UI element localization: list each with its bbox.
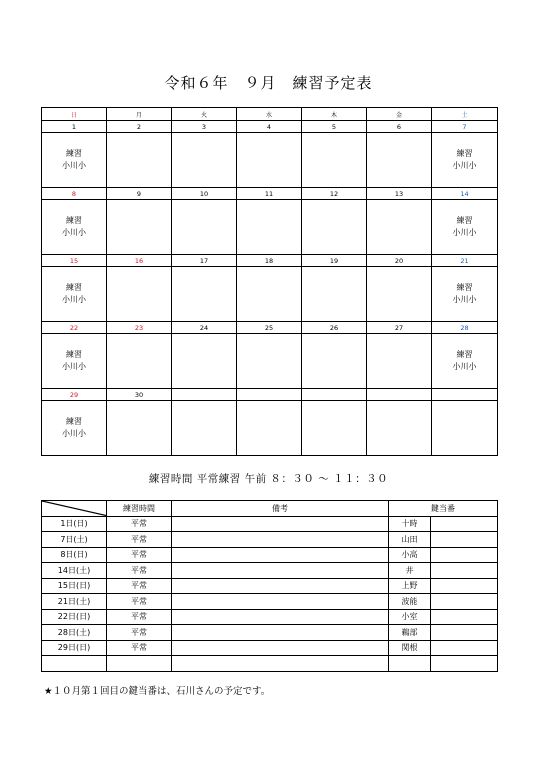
practice-label: 練習 [66, 417, 82, 426]
day-cell [107, 334, 172, 389]
day-number [302, 389, 367, 401]
table-row [42, 594, 498, 610]
weekday-wed: 水 [237, 108, 302, 121]
row-practice-time [107, 656, 172, 672]
day-cell [172, 401, 237, 456]
weekday-sun: 日 [42, 108, 107, 121]
row-extra [431, 594, 498, 610]
row-key-duty: 山田 [389, 532, 431, 548]
day-number: 8 [42, 188, 107, 200]
row-date: 14日(土) [42, 563, 107, 579]
day-number: 16 [107, 255, 172, 267]
day-number: 5 [302, 121, 367, 133]
day-cell [367, 401, 432, 456]
row-date [42, 656, 107, 672]
practice-hours-line: 練習時間 平常練習 午前 ８：３０ 〜 １１：３０ [148, 473, 389, 485]
day-cell [302, 133, 367, 188]
day-cell [302, 200, 367, 255]
day-number: 24 [172, 322, 237, 334]
row-practice-time: 平常 [107, 594, 172, 610]
practice-location: 小川小 [452, 228, 477, 237]
row-practice-time: 平常 [107, 640, 172, 656]
practice-location: 小川小 [452, 161, 477, 170]
day-cell [237, 334, 302, 389]
row-extra [431, 563, 498, 579]
day-cell [172, 200, 237, 255]
day-number: 9 [107, 188, 172, 200]
row-practice-time: 平常 [107, 609, 172, 625]
row-practice-time: 平常 [107, 516, 172, 532]
day-cell [302, 334, 367, 389]
row-key-duty: 上野 [389, 578, 431, 594]
row-extra [431, 578, 498, 594]
row-practice-time: 平常 [107, 532, 172, 548]
row-practice-time: 平常 [107, 547, 172, 563]
row-extra [431, 532, 498, 548]
calendar-date-row [42, 389, 498, 401]
calendar-body-row [42, 267, 498, 322]
row-date: 22日(日) [42, 609, 107, 625]
schedule-header-row [42, 501, 498, 517]
row-key-duty: 小高 [389, 547, 431, 563]
day-cell [432, 133, 498, 188]
row-date: 7日(土) [42, 532, 107, 548]
calendar-body-row [42, 200, 498, 255]
row-key-duty: 十時 [389, 516, 431, 532]
day-cell [172, 334, 237, 389]
practice-location: 小川小 [452, 362, 477, 371]
row-note [172, 625, 389, 641]
day-cell [367, 133, 432, 188]
day-number: 13 [367, 188, 432, 200]
day-number [432, 389, 498, 401]
day-number: 21 [432, 255, 498, 267]
day-cell [237, 200, 302, 255]
day-number: 10 [172, 188, 237, 200]
day-number: 26 [302, 322, 367, 334]
row-date: 8日(日) [42, 547, 107, 563]
weekday-sat: 土 [432, 108, 498, 121]
practice-label: 練習 [66, 350, 82, 359]
calendar-date-row [42, 121, 498, 133]
row-extra [431, 547, 498, 563]
day-cell [302, 267, 367, 322]
day-cell [107, 200, 172, 255]
day-cell [432, 200, 498, 255]
row-extra [431, 609, 498, 625]
day-number [367, 389, 432, 401]
diagonal-line [42, 501, 106, 516]
calendar-table [41, 107, 498, 456]
row-note [172, 594, 389, 610]
row-key-duty: 井 [389, 563, 431, 579]
day-number: 20 [367, 255, 432, 267]
day-number [172, 389, 237, 401]
day-cell [107, 267, 172, 322]
practice-location: 小川小 [62, 228, 86, 237]
schedule-table [41, 500, 498, 672]
row-note [172, 656, 389, 672]
day-number: 22 [42, 322, 107, 334]
row-key-duty: 波能 [389, 594, 431, 610]
day-cell [237, 401, 302, 456]
day-cell [237, 133, 302, 188]
calendar-body-row [42, 334, 498, 389]
row-extra [431, 656, 498, 672]
table-row [42, 563, 498, 579]
practice-label: 練習 [456, 216, 473, 225]
row-note [172, 578, 389, 594]
row-extra [431, 640, 498, 656]
practice-location: 小川小 [452, 295, 477, 304]
day-number: 15 [42, 255, 107, 267]
day-number: 25 [237, 322, 302, 334]
day-number: 6 [367, 121, 432, 133]
weekday-mon: 月 [107, 108, 172, 121]
practice-label: 練習 [456, 350, 473, 359]
day-number [237, 389, 302, 401]
table-row [42, 656, 498, 672]
row-key-duty: 小室 [389, 609, 431, 625]
day-number: 14 [432, 188, 498, 200]
diagonal-corner-cell [42, 501, 107, 517]
table-row [42, 625, 498, 641]
row-note [172, 532, 389, 548]
day-cell [432, 267, 498, 322]
practice-location: 小川小 [62, 161, 86, 170]
calendar-body-row [42, 133, 498, 188]
day-cell [367, 334, 432, 389]
day-cell [367, 200, 432, 255]
practice-label: 練習 [66, 149, 82, 158]
day-cell [172, 267, 237, 322]
practice-location: 小川小 [62, 429, 86, 438]
header-practice-time: 練習時間 [107, 501, 172, 517]
table-row [42, 532, 498, 548]
calendar-date-row [42, 322, 498, 334]
day-cell [367, 267, 432, 322]
day-number: 19 [302, 255, 367, 267]
day-number: 4 [237, 121, 302, 133]
table-row [42, 640, 498, 656]
day-number: 30 [107, 389, 172, 401]
table-row [42, 609, 498, 625]
day-number: 7 [432, 121, 498, 133]
day-cell [172, 133, 237, 188]
day-cell [42, 401, 107, 456]
weekday-tue: 火 [172, 108, 237, 121]
footnote: ★１０月第１回目の鍵当番は、石川さんの予定です。 [44, 686, 271, 697]
practice-label: 練習 [456, 149, 473, 158]
row-note [172, 563, 389, 579]
row-practice-time: 平常 [107, 625, 172, 641]
row-note [172, 547, 389, 563]
row-extra [431, 625, 498, 641]
day-number: 23 [107, 322, 172, 334]
header-notes: 備考 [172, 501, 389, 517]
row-note [172, 640, 389, 656]
day-number: 2 [107, 121, 172, 133]
row-note [172, 609, 389, 625]
page-title: 令和６年 ９月 練習予定表 [164, 74, 373, 92]
day-cell [432, 401, 498, 456]
day-number: 1 [42, 121, 107, 133]
day-cell [42, 334, 107, 389]
weekday-fri: 金 [367, 108, 432, 121]
day-cell [42, 267, 107, 322]
day-cell [42, 200, 107, 255]
day-number: 18 [237, 255, 302, 267]
practice-label: 練習 [66, 283, 82, 292]
day-cell [302, 401, 367, 456]
day-cell [42, 133, 107, 188]
practice-label: 練習 [66, 216, 82, 225]
practice-location: 小川小 [62, 362, 86, 371]
practice-label: 練習 [456, 283, 473, 292]
calendar-date-row [42, 255, 498, 267]
day-cell [107, 133, 172, 188]
row-date: 15日(日) [42, 578, 107, 594]
day-number: 29 [42, 389, 107, 401]
day-cell [107, 401, 172, 456]
row-practice-time: 平常 [107, 563, 172, 579]
calendar-date-row [42, 188, 498, 200]
header-key-duty: 鍵当番 [389, 501, 498, 517]
row-key-duty: 鵜部 [389, 625, 431, 641]
table-row [42, 516, 498, 532]
day-number: 11 [237, 188, 302, 200]
table-row [42, 578, 498, 594]
weekday-header-row [42, 108, 498, 121]
row-key-duty [389, 656, 431, 672]
weekday-thu: 木 [302, 108, 367, 121]
row-note [172, 516, 389, 532]
calendar-body-row [42, 401, 498, 456]
row-key-duty: 関根 [389, 640, 431, 656]
row-date: 29日(日) [42, 640, 107, 656]
day-cell [432, 334, 498, 389]
day-number: 27 [367, 322, 432, 334]
row-date: 21日(土) [42, 594, 107, 610]
row-extra [431, 516, 498, 532]
table-row [42, 547, 498, 563]
row-date: 28日(土) [42, 625, 107, 641]
day-number: 28 [432, 322, 498, 334]
day-cell [237, 267, 302, 322]
row-date: 1日(日) [42, 516, 107, 532]
row-practice-time: 平常 [107, 578, 172, 594]
practice-location: 小川小 [62, 295, 86, 304]
day-number: 3 [172, 121, 237, 133]
day-number: 17 [172, 255, 237, 267]
day-number: 12 [302, 188, 367, 200]
